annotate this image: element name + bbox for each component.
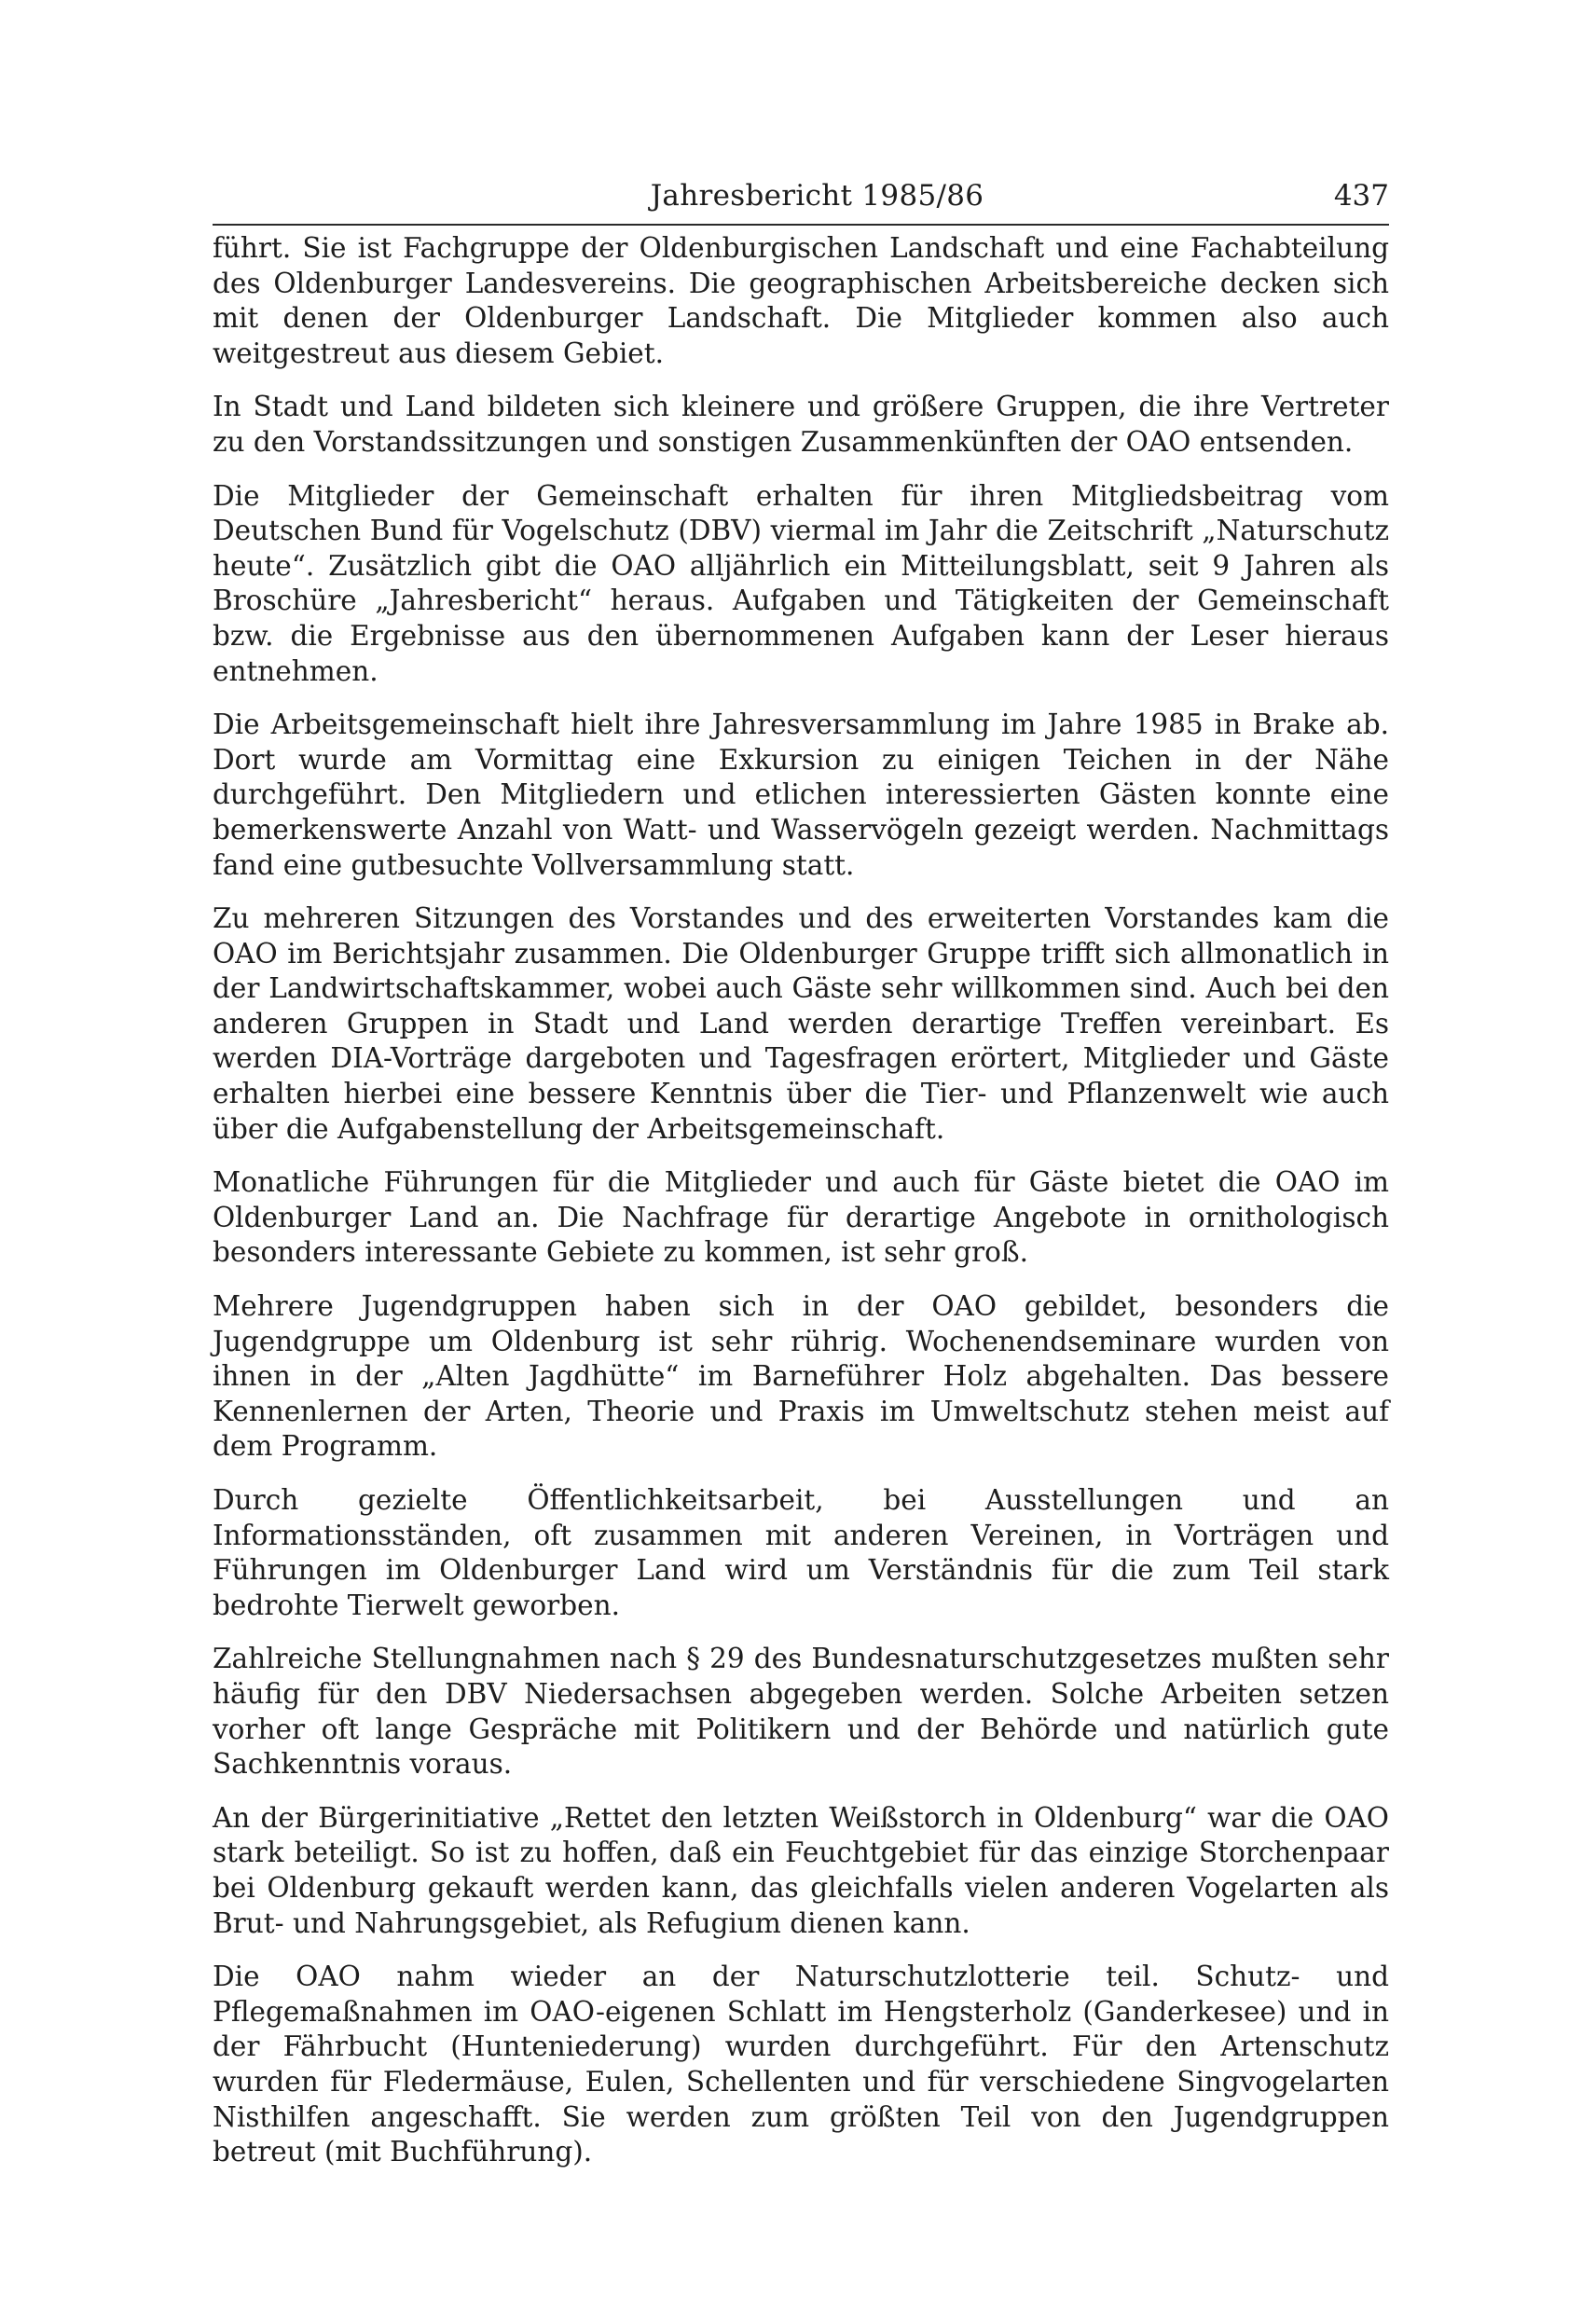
- paragraph: Durch gezielte Öffentlichkeitsarbeit, bei Ausstellungen und an Informationsständen, oft zusammen mit anderen Vereinen, in Vorträgen und Führungen im Oldenburger Land wird um Verständnis für die zum Teil stark bedrohte Tierwelt geworben.: [213, 1484, 1389, 1621]
- body-text: [213, 231, 1389, 2189]
- paragraph: Die OAO nahm wieder an der Naturschutzlotterie teil. Schutz- und Pflegemaßnahmen im OAO-eigenen Schlatt im Hengsterholz (Ganderkesee) und in der Fährbucht (Hunteniederung) wurden durchgeführt. Für den Artenschutz wurden für Fledermäuse, Eulen, Schellenten und für verschiedene Singvogelarten Nisthilfen angeschafft. Sie werden zum größten Teil von den Jugendgruppen betreut (mit Buchführung).: [213, 1961, 1389, 2168]
- paragraph: Die Mitglieder der Gemeinschaft erhalten für ihren Mitgliedsbeitrag vom Deutschen Bund für Vogelschutz (DBV) viermal im Jahr die Zeitschrift „Naturschutz heute“. Zusätzlich gibt die OAO alljährlich ein Mitteilungsblatt, seit 9 Jahren als Broschüre „Jahresbericht“ heraus. Aufgaben und Tätigkeiten der Gemeinschaft bzw. die Ergebnisse aus den übernommenen Aufgaben kann der Leser hieraus entnehmen.: [213, 479, 1389, 687]
- header-rule: [213, 224, 1389, 226]
- paragraph: Mehrere Jugendgruppen haben sich in der OAO gebildet, besonders die Jugendgruppe um Oldenburg ist sehr rührig. Wochenendseminare wurden von ihnen in der „Alten Jagdhütte“ im Barneführer Holz abgehalten. Das bessere Kennenlernen der Arten, Theorie und Praxis im Umweltschutz stehen meist auf dem Programm.: [213, 1290, 1389, 1463]
- paragraph: An der Bürgerinitiative „Rettet den letzten Weißstorch in Oldenburg“ war die OAO stark beteiligt. So ist zu hoffen, daß ein Feuchtgebiet für das einzige Storchenpaar bei Oldenburg gekauft werden kann, das gleichfalls vielen anderen Vogelarten als Brut- und Nahrungsgebiet, als Refugium dienen kann.: [213, 1801, 1389, 1939]
- paragraph: Monatliche Führungen für die Mitglieder und auch für Gäste bietet die OAO im Oldenburger Land an. Die Nachfrage für derartige Angebote in ornithologisch besonders interessante Gebiete zu kommen, ist sehr groß.: [213, 1166, 1389, 1269]
- page-number: 437: [1333, 179, 1389, 213]
- paragraph: Zu mehreren Sitzungen des Vorstandes und des erweiterten Vorstandes kam die OAO im Berichtsjahr zusammen. Die Oldenburger Gruppe trifft sich allmonatlich in der Landwirtschaftskammer, wobei auch Gäste sehr willkommen sind. Auch bei den anderen Gruppen in Stadt und Land werden derartige Treffen vereinbart. Es werden DIA-Vorträge dargeboten und Tagesfragen erörtert, Mitglieder und Gäste erhalten hierbei eine bessere Kenntnis über die Tier- und Pflanzenwelt wie auch über die Aufgabenstellung der Arbeitsgemeinschaft.: [213, 902, 1389, 1145]
- paragraph: In Stadt und Land bildeten sich kleinere und größere Gruppen, die ihre Vertreter zu den Vorstandssitzungen und sonstigen Zusammenkünften der OAO entsenden.: [213, 391, 1389, 458]
- paragraph: Die Arbeitsgemeinschaft hielt ihre Jahresversammlung im Jahre 1985 in Brake ab. Dort wurde am Vormittag eine Exkursion zu einigen Teichen in der Nähe durchgeführt. Den Mitgliedern und etlichen interessierten Gästen konnte eine bemerkenswerte Anzahl von Watt- und Wasservögeln gezeigt werden. Nachmittags fand eine gutbesuchte Vollversammlung statt.: [213, 709, 1389, 881]
- running-title: Jahresbericht 1985/86: [650, 179, 984, 213]
- running-head: [213, 166, 1389, 222]
- paragraph: führt. Sie ist Fachgruppe der Oldenburgischen Landschaft und eine Fachabteilung des Oldenburger Landesvereins. Die geographischen Arbeitsbereiche decken sich mit denen der Oldenburger Landschaft. Die Mitglieder kommen also auch weitgestreut aus diesem Gebiet.: [213, 232, 1389, 369]
- paragraph: Zahlreiche Stellungnahmen nach § 29 des Bundesnaturschutzgesetzes mußten sehr häufig für den DBV Niedersachsen abgegeben werden. Solche Arbeiten setzen vorher oft lange Gespräche mit Politikern und der Behörde und natürlich gute Sachkenntnis voraus.: [213, 1643, 1389, 1781]
